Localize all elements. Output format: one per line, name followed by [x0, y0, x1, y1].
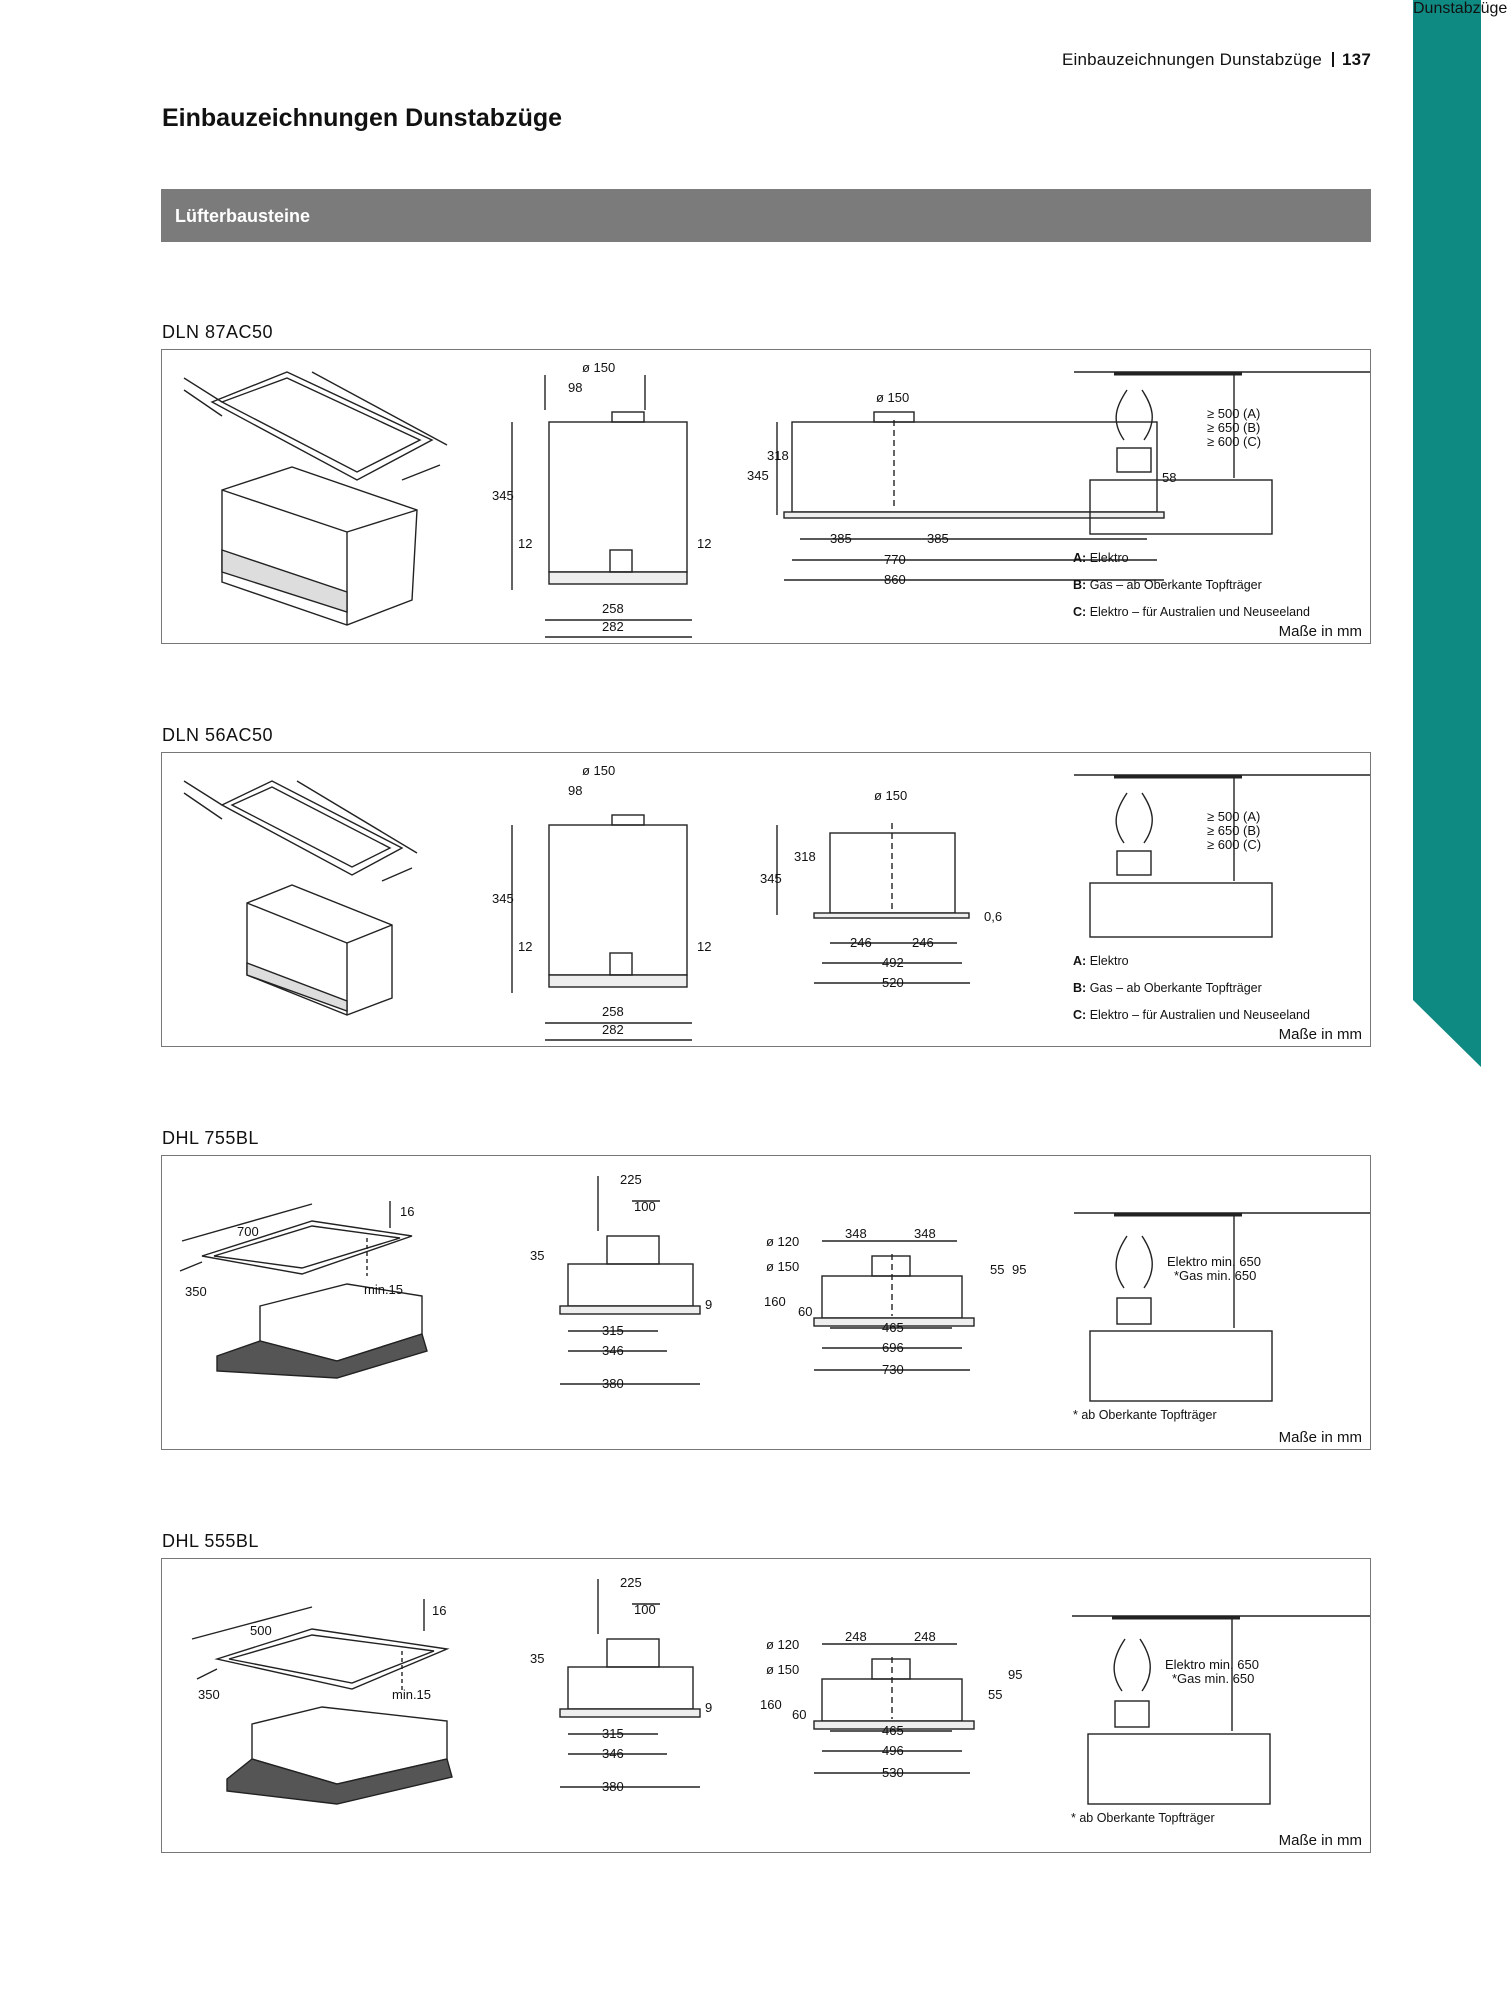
- front-h2-label: 60: [798, 1304, 813, 1319]
- side-view-drawing: [512, 375, 692, 637]
- clearance-l2-label: *Gas min. 650: [1172, 1671, 1255, 1686]
- legend-key: A:: [1073, 954, 1087, 968]
- clearance-a-label: ≥ 500 (A): [1207, 809, 1261, 824]
- side-wall-left-label: 12: [518, 939, 533, 954]
- iso-depth-label: 350: [198, 1687, 220, 1702]
- front-s2-label: 95: [1012, 1262, 1027, 1277]
- legend-key: C:: [1073, 605, 1087, 619]
- clearance-b-label: ≥ 650 (B): [1207, 823, 1261, 838]
- front-inner-label: 770: [884, 552, 906, 567]
- legend: [1073, 545, 1310, 626]
- front-h2-label: 345: [760, 871, 782, 886]
- front-half-left-label: 248: [845, 1629, 867, 1644]
- legend-item: [1073, 975, 1310, 1002]
- front-dia-label: ø 150: [876, 390, 910, 405]
- clearance-l2-label: *Gas min. 650: [1174, 1268, 1257, 1283]
- panel-dln87: [161, 349, 1371, 644]
- side-view-drawing: [560, 1176, 700, 1384]
- front-h2-label: 345: [747, 468, 769, 483]
- iso-width-label: 500: [250, 1623, 272, 1638]
- side-dia-label: ø 150: [582, 360, 616, 375]
- front-s1-label: 55: [990, 1262, 1005, 1277]
- side-d-label: 9: [705, 1297, 713, 1312]
- side-g-label: 380: [602, 1779, 624, 1794]
- iso-top-label: 16: [432, 1603, 447, 1618]
- legend-item: [1073, 572, 1310, 599]
- side-c-label: 35: [530, 1248, 545, 1263]
- front-outer-label: 860: [884, 572, 906, 587]
- side-wall-left-label: 12: [518, 536, 533, 551]
- front-d2-label: ø 150: [766, 1259, 800, 1274]
- iso-min-label: min.15: [392, 1687, 432, 1702]
- side-inner-label: 258: [602, 601, 624, 616]
- front-w3-label: 530: [882, 1765, 904, 1780]
- clearance-drawing: [1074, 1213, 1370, 1401]
- front-d1-label: ø 120: [766, 1234, 800, 1249]
- iso-min-label: min.15: [364, 1282, 404, 1297]
- running-header: [1062, 50, 1371, 70]
- legend-key: C:: [1073, 1008, 1087, 1022]
- legend-item: [1073, 599, 1310, 626]
- side-dia-label: ø 150: [582, 763, 616, 778]
- side-c-label: 35: [530, 1651, 545, 1666]
- side-tab-shape: [1413, 0, 1481, 1067]
- front-half-left-label: 246: [850, 935, 872, 950]
- side-b-label: 100: [634, 1602, 656, 1617]
- clearance-c-label: ≥ 600 (C): [1207, 837, 1262, 852]
- footnote: * ab Oberkante Topfträger: [1071, 1811, 1215, 1825]
- side-b-label: 100: [634, 1199, 656, 1214]
- side-e-label: 315: [602, 1726, 624, 1741]
- drawings-dhl555: [162, 1559, 1372, 1854]
- front-s2-label: 55: [988, 1687, 1003, 1702]
- iso-width-label: 700: [237, 1224, 259, 1239]
- side-f-label: 346: [602, 1746, 624, 1761]
- side-d-label: 9: [705, 1700, 713, 1715]
- header-divider: [1332, 52, 1334, 67]
- front-half-right-label: 385: [927, 531, 949, 546]
- front-h2-label: 60: [792, 1707, 807, 1722]
- front-w2-label: 496: [882, 1743, 904, 1758]
- side-height-label: 345: [492, 891, 514, 906]
- legend-key: B:: [1073, 981, 1087, 995]
- footnote: * ab Oberkante Topfträger: [1073, 1408, 1217, 1422]
- clearance-drawing: [1074, 372, 1370, 534]
- clearance-l1-label: Elektro min. 650: [1167, 1254, 1261, 1269]
- front-h1-label: 318: [794, 849, 816, 864]
- page-number: 137: [1342, 50, 1371, 69]
- page-title: Einbauzeichnungen Dunstabzüge: [162, 104, 563, 132]
- front-s1-label: 95: [1008, 1667, 1023, 1682]
- legend-item: [1073, 1002, 1310, 1029]
- front-h1-label: 160: [760, 1697, 782, 1712]
- front-w2-label: 696: [882, 1340, 904, 1355]
- units-label: Maße in mm: [1278, 1429, 1362, 1446]
- side-tab: [1413, 0, 1481, 1067]
- iso-top-label: 16: [400, 1204, 415, 1219]
- front-half-left-label: 385: [830, 531, 852, 546]
- side-outer-label: 282: [602, 619, 624, 634]
- side-inner-label: 258: [602, 1004, 624, 1019]
- side-tab-label: Dunstabzüge: [1413, 0, 1507, 17]
- side-outer-label: 282: [602, 1022, 624, 1037]
- front-h1-label: 318: [767, 448, 789, 463]
- front-half-right-label: 248: [914, 1629, 936, 1644]
- front-dia-label: ø 150: [874, 788, 908, 803]
- front-half-right-label: 246: [912, 935, 934, 950]
- side-f-label: 346: [602, 1343, 624, 1358]
- units-label: Maße in mm: [1278, 623, 1362, 640]
- legend-text: Elektro: [1089, 551, 1129, 565]
- front-w1-label: 465: [882, 1320, 904, 1335]
- legend-text: Elektro – für Australien und Neuseeland: [1089, 605, 1310, 619]
- side-view-drawing: [560, 1579, 700, 1787]
- units-label: Maße in mm: [1278, 1832, 1362, 1849]
- front-side-label: 0,6: [984, 909, 1003, 924]
- panel-dhl555: [161, 1558, 1371, 1853]
- side-offset-label: 98: [568, 783, 583, 798]
- clearance-c-label: ≥ 600 (C): [1207, 434, 1262, 449]
- side-wall-right-label: 12: [697, 536, 712, 551]
- model-label-4: DHL 555BL: [162, 1531, 259, 1551]
- legend-text: Gas – ab Oberkante Topfträger: [1089, 578, 1262, 592]
- panel-dln56: [161, 752, 1371, 1047]
- side-a-label: 225: [620, 1575, 642, 1590]
- running-title: Einbauzeichnungen Dunstabzüge: [1061, 50, 1323, 69]
- iso-cutout-drawing: [184, 372, 447, 625]
- side-offset-label: 98: [568, 380, 583, 395]
- front-d2-label: ø 150: [766, 1662, 800, 1677]
- clearance-a-label: ≥ 500 (A): [1207, 406, 1261, 421]
- side-wall-right-label: 12: [697, 939, 712, 954]
- side-a-label: 225: [620, 1172, 642, 1187]
- model-label-2: DLN 56AC50: [162, 725, 274, 745]
- legend-text: Gas – ab Oberkante Topfträger: [1089, 981, 1262, 995]
- front-w3-label: 730: [882, 1362, 904, 1377]
- legend-item: [1073, 948, 1310, 975]
- panel-dhl755: [161, 1155, 1371, 1450]
- model-label-1: DLN 87AC50: [162, 322, 274, 342]
- section-title: Lüfterbausteine: [175, 206, 311, 226]
- legend-key: B:: [1073, 578, 1087, 592]
- clearance-drawing: [1072, 1616, 1370, 1804]
- front-d1-label: ø 120: [766, 1637, 800, 1652]
- legend-text: Elektro: [1089, 954, 1129, 968]
- section-bar: [161, 189, 1371, 242]
- front-side-label: 58: [1162, 470, 1177, 485]
- clearance-l1-label: Elektro min. 650: [1165, 1657, 1259, 1672]
- iso-depth-label: 350: [185, 1284, 207, 1299]
- side-height-label: 345: [492, 488, 514, 503]
- clearance-b-label: ≥ 650 (B): [1207, 420, 1261, 435]
- model-label-3: DHL 755BL: [162, 1128, 259, 1148]
- front-half-left-label: 348: [845, 1226, 867, 1241]
- front-outer-label: 520: [882, 975, 904, 990]
- drawings-dhl755: [162, 1156, 1372, 1451]
- side-e-label: 315: [602, 1323, 624, 1338]
- legend: [1073, 948, 1310, 1029]
- front-w1-label: 465: [882, 1723, 904, 1738]
- front-h1-label: 160: [764, 1294, 786, 1309]
- clearance-drawing: [1074, 775, 1370, 937]
- legend-text: Elektro – für Australien und Neuseeland: [1089, 1008, 1310, 1022]
- iso-cutout-drawing: [184, 781, 417, 1015]
- front-half-right-label: 348: [914, 1226, 936, 1241]
- units-label: Maße in mm: [1278, 1026, 1362, 1043]
- front-inner-label: 492: [882, 955, 904, 970]
- legend-item: [1073, 545, 1310, 572]
- side-g-label: 380: [602, 1376, 624, 1391]
- front-view-drawing: [777, 823, 970, 983]
- legend-key: A:: [1073, 551, 1087, 565]
